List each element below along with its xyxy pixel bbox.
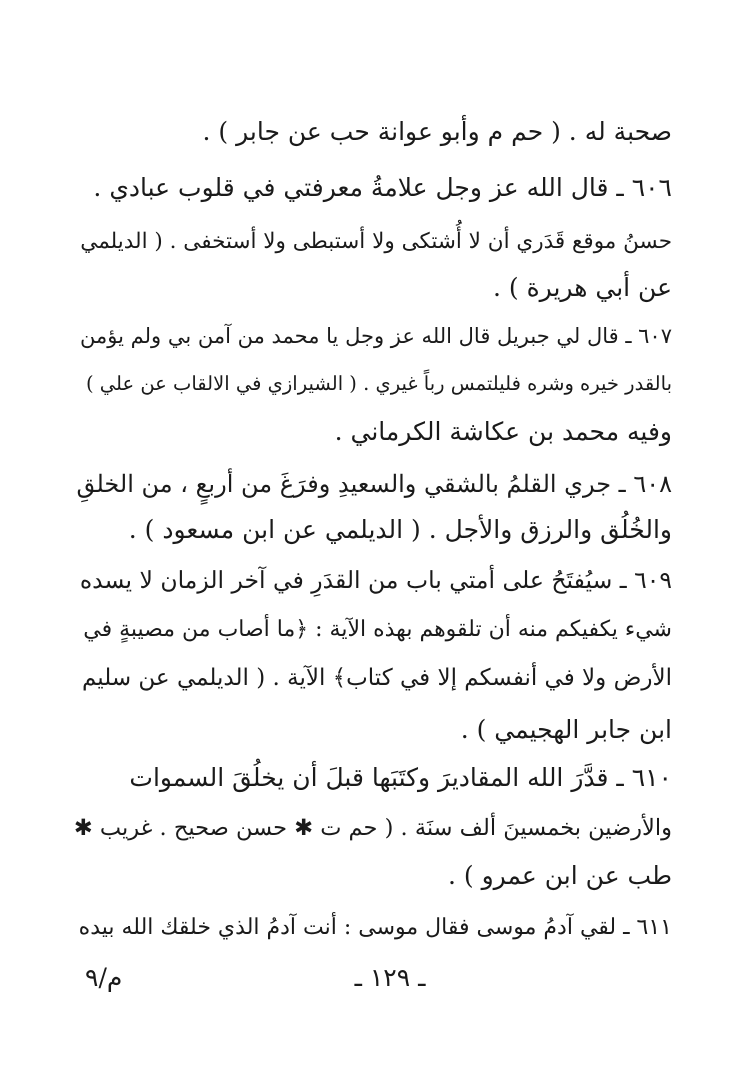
text-line: وفيه محمد بن عكاشة الكرماني . bbox=[334, 417, 672, 446]
text-line: طب عن ابن عمرو ) . bbox=[448, 861, 672, 890]
text-line: عن أبي هريرة ) . bbox=[492, 273, 672, 302]
text-line: بالقدر خيره وشره فليلتمس رباً غيري . ( الشيرازي في الالقاب عن علي ) bbox=[85, 372, 672, 395]
signature-mark: م/٩ bbox=[85, 963, 123, 992]
text-line: والأرضين بخمسينَ ألف سنَة . ( حم ت ✱ حسن صحيح . غريب ✱ bbox=[73, 815, 672, 841]
text-line: ٦٠٨ ـ جري القلمُ بالشقي والسعيدِ وفرَغَ من أربعٍ ، من الخلقِ bbox=[76, 470, 672, 498]
text-line: ٦٠٧ ـ قال لي جبريل قال الله عز وجل يا محمد من آمن بي ولم يؤمن bbox=[80, 324, 672, 348]
page-number: ـ ١٢٩ ـ bbox=[354, 963, 426, 992]
text-line: ابن جابر الهجيمي ) . bbox=[460, 715, 672, 744]
text-line: ٦٠٦ ـ قال الله عز وجل علامةُ معرفتي في قلوب عبادي . bbox=[93, 173, 672, 202]
text-line: ٦١٠ ـ قدَّرَ الله المقاديرَ وكتَبَها قبلَ أن يخلُقَ السموات bbox=[129, 763, 672, 792]
text-line: صحبة له . ( حم م وأبو عوانة حب عن جابر ) . bbox=[202, 117, 672, 146]
text-line: شيء يكفيكم منه أن تلقوهم بهذه الآية : ﴿ما أصاب من مصيبةٍ في bbox=[83, 617, 672, 642]
text-line: الأرض ولا في أنفسكم إلا في كتاب﴾ الآية . ( الديلمي عن سليم bbox=[81, 665, 672, 691]
text-line: والخُلُق والرزق والأجل . ( الديلمي عن ابن مسعود ) . bbox=[128, 515, 672, 544]
text-line: ٦٠٩ ـ سيُفتَحُ على أمتي باب من القدَرِ في آخر الزمان لا يسده bbox=[79, 566, 672, 594]
text-line: ٦١١ ـ لقي آدمُ موسى فقال موسى : أنت آدمُ الذي خلقك الله بيده bbox=[78, 915, 672, 940]
text-line: حسنُ موقع قَدَري أن لا أُشتكى ولا أستبطى ولا أستخفى . ( الديلمي bbox=[80, 229, 672, 254]
